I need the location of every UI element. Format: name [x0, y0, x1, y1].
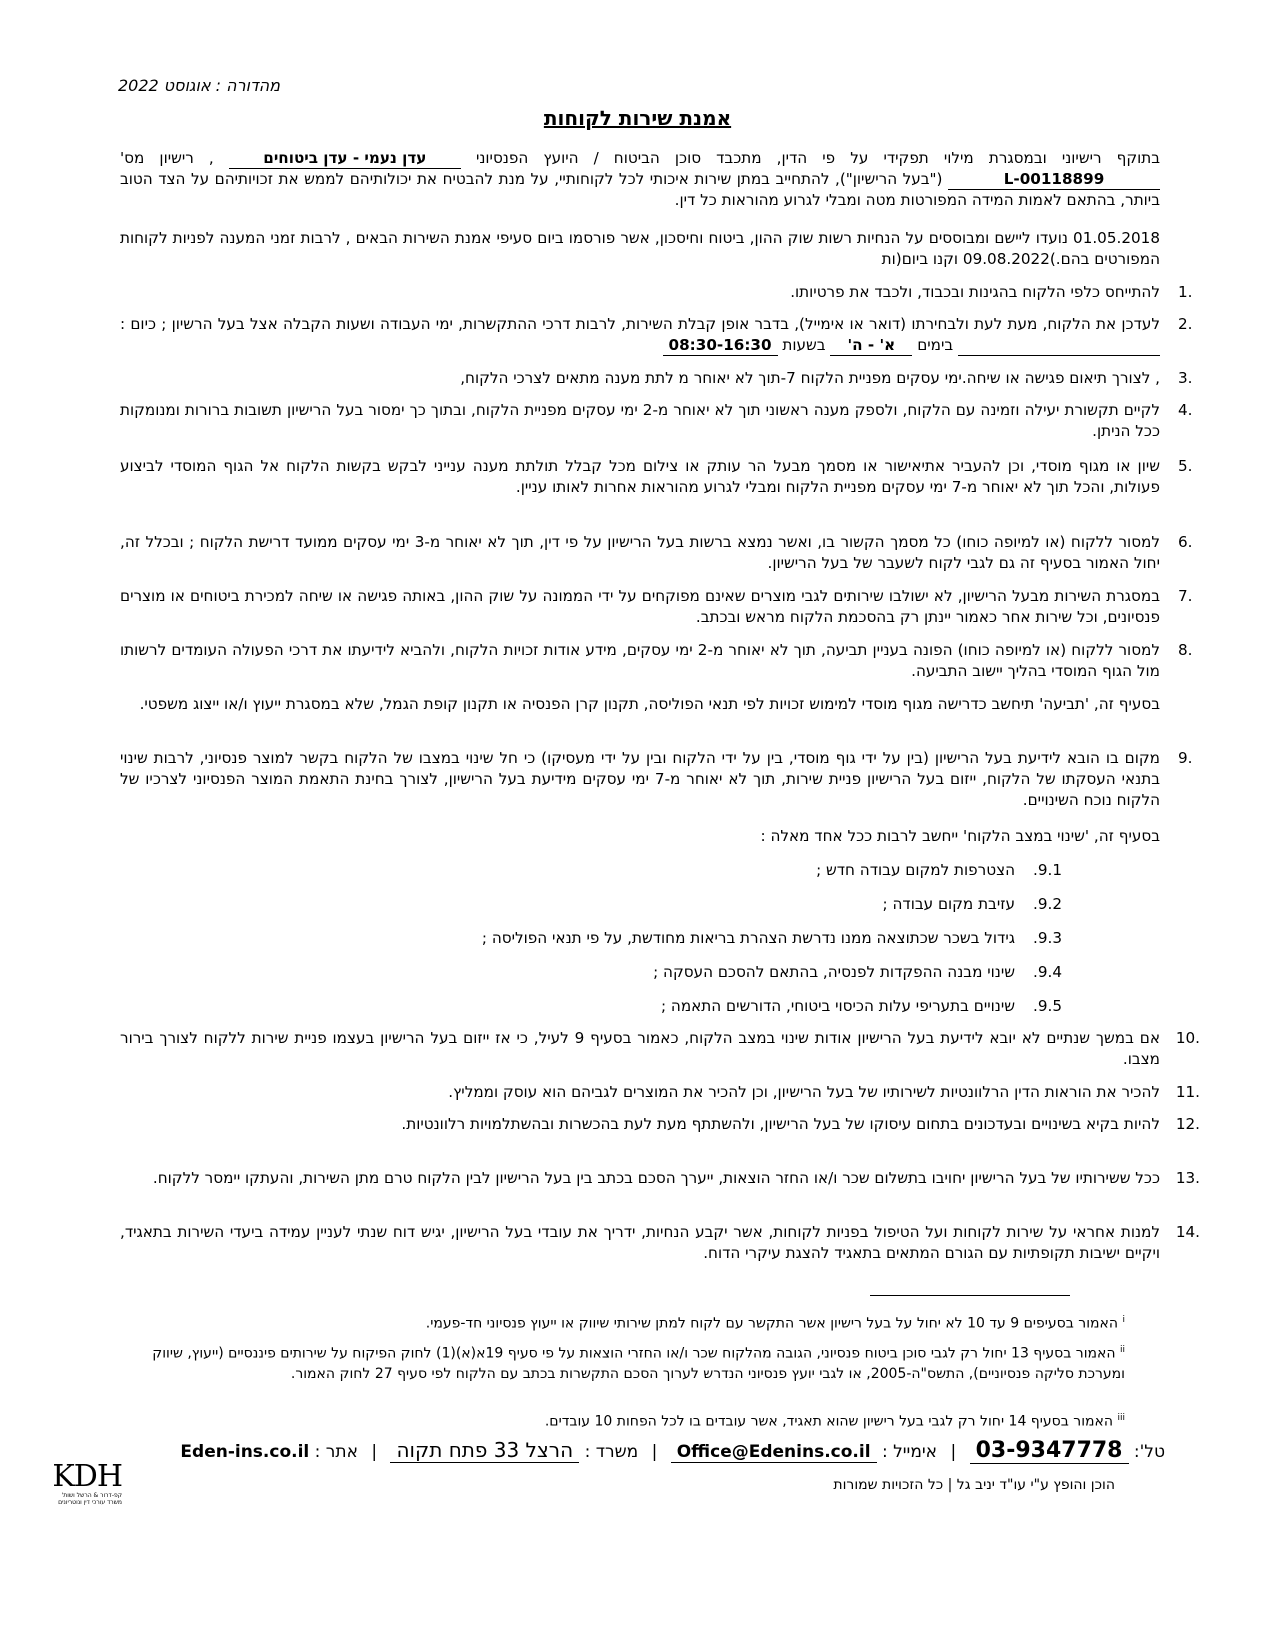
footnote-1	[115, 1310, 1125, 1334]
intro-text-3: ("בעל הרישיון"), להתחייב במתן שירות איכותי לכל לקוחותיי, על מנת להבטיח את יכולותיהם לממש את זכויותיהם על הצד הטוב ביותר, בהתאם לאמות המידה המפורטות מטה ומבלי לגרוע מהוראות כל דין.	[120, 170, 1160, 209]
reception-days-field: א' - ה'	[830, 336, 912, 356]
footnote-2	[115, 1340, 1125, 1384]
clause-text: , לצורך תיאום פגישה או שיחה.ימי עסקים מפניית הלקוח 7-תוך לא יאוחר מ לתת מענה מתאים לצרכי הלקוח,	[460, 369, 1160, 387]
clause-text	[120, 314, 1160, 356]
license-number-field: L-00118899	[948, 170, 1160, 190]
clause-7	[120, 586, 1193, 628]
clause-number: .12	[1175, 1115, 1200, 1133]
clause-text: במסגרת השירות מבעל הרישיון, לא ישולבו שירותים לגבי מוצרים שאינם מפוקחים על ידי הממונה על שוק ההון, באותה פגישה או שיחה למכירת ביטוחים או מוצרים פנסיונים, וכל שירות אחר כאמור יינתן רק בהסכמת הלקוח מראש ובכתב.	[120, 587, 1160, 626]
subclause-number: 9.3.	[1033, 929, 1062, 947]
clause-14	[120, 1222, 1200, 1264]
kdh-logo	[52, 1459, 122, 1520]
clause-text: למסור ללקוח (או למיופה כוחו) כל מסמך הקשור בו, ואשר נמצא ברשות בעל הרישיון על פי דין, תוך לא יאוחר מ-3 ימי עסקים ממועד דרישת הלקוח ; ובכלל זה, יחול האמור בסעיף זה גם לגבי לקוח לשעבר של בעל הרישיון.	[120, 533, 1160, 572]
footnote-mark: iii	[1117, 1413, 1125, 1423]
clause-text: לקיים תקשורת יעילה וזמינה עם הלקוח, ולספק מענה ראשוני תוך לא יאוחר מ-2 ימי עסקים מפניית הלקוח, ובתוך כך ימסור בעל הרישיון תשובות ברורות ומנומקות ככל הניתן.	[120, 401, 1160, 440]
logo-subtitle: קפ-דרור & הרשל ושות' משרד עורכי דין ונוטריונים	[58, 1492, 122, 1506]
subclause-text: שינוי מבנה ההפקדות לפנסיה, בהתאם להסכם העסקה ;	[653, 963, 1015, 981]
clause-11	[120, 1082, 1200, 1103]
logo-letters: KDH	[52, 1459, 122, 1494]
separator: |	[950, 1442, 957, 1462]
phone-number: 03-9347778	[970, 1438, 1129, 1464]
subclause-9-1	[295, 860, 1062, 881]
footnote-text: האמור בסעיף 14 יחול רק לגבי בעל רישיון שהוא תאגיד, אשר עובדים בו לכל הפחות 10 עובדים.	[544, 1413, 1114, 1430]
clause-4	[120, 400, 1193, 442]
clause-2	[120, 314, 1193, 356]
clause-text: להיות בקיא בשינויים ובעדכונים בתחום עיסוקו של בעל הרישיון, ולהשתתף מעת לעת בהכשרות ובהשתלמויות רלוונטיות.	[401, 1115, 1160, 1133]
intro-text-2: , רישיון מס'	[120, 149, 214, 167]
clause-number: .10	[1175, 1029, 1200, 1047]
credit-line: הוכן והופץ ע"י עו"ד יניב גל | כל הזכויות שמורות	[833, 1477, 1115, 1493]
clause-number: .5	[1178, 457, 1193, 475]
reception-hours-field: 08:30-16:30	[663, 336, 778, 356]
subclause-9-5	[295, 996, 1062, 1017]
clause-13	[120, 1168, 1200, 1189]
intro-paragraph-2: 01.05.2018 נועדו ליישם ומבוססים על הנחיות רשות שוק ההון, ביטוח וחיסכון, אשר פורסמו ביום סעיפי אמנת השירות הבאים , לרבות זמני המענה לפניות לקוחות המפורטים בהם.)09.08.2022 וקנו ביום(ות	[120, 229, 1160, 268]
email-label: אימייל :	[881, 1442, 938, 1462]
subclause-9-3	[295, 928, 1062, 949]
footnote-mark: i	[1122, 1315, 1125, 1325]
clause-number: .1	[1178, 283, 1193, 301]
clause-text: בסעיף זה, 'תביעה' תיחשב כדרישה מגוף מוסדי למימוש זכויות לפי תנאי הפוליסה, תקנון קרן הפנסיה או תקנון קופת הגמל, שלא במסגרת ייעוץ ו/או ייצוג משפטי.	[139, 695, 1160, 713]
site-label: אתר :	[314, 1442, 358, 1462]
subclause-text: גידול בשכר שכתוצאה ממנו נדרשת הצהרת בריאות מחודשת, על פי תנאי הפוליסה ;	[481, 929, 1015, 947]
subclause-number: 9.1.	[1033, 861, 1062, 879]
clause-text: בסעיף זה, 'שינוי במצב הלקוח' ייחשב לרבות ככל אחד מאלה :	[760, 827, 1160, 845]
phone-label: טל':	[1133, 1442, 1165, 1462]
clause-text: להתייחס כלפי הלקוח בהגינות ובכבוד, ולכבד את פרטיותו.	[790, 283, 1160, 301]
separator: |	[371, 1442, 378, 1462]
reception-date-blank	[958, 336, 1160, 356]
agent-name-field: עדן נעמי - עדן ביטוחים	[229, 149, 461, 169]
clause-number: .9	[1178, 749, 1193, 767]
days-label: בימים	[917, 336, 954, 354]
subclause-9-4	[295, 962, 1062, 983]
clause-text: למנות אחראי על שירות לקוחות ועל הטיפול בפניות לקוחות, אשר יקבע הנחיות, ידריך את עובדי בעל הרישיון, יגיש דוח שנתי לעניין עמידה ביעדי השירות בתאגיד, ויקיים ישיבות תקופתיות עם הגורם המתאים בתאגיד להצגת עיקרי הדוח.	[120, 1223, 1160, 1262]
clause-text: ככל ששירותיו של בעל הרישיון יחויבו בתשלום שכר ו/או החזר הוצאות, ייערך הסכם בכתב בין בעל הרישיון לבין הלקוח טרם מתן השירות, והעתקו יימסר ללקוח.	[152, 1169, 1160, 1187]
office-label: משרד :	[584, 1442, 639, 1462]
clause-12	[120, 1114, 1200, 1135]
footnote-3	[115, 1408, 1125, 1432]
contact-footer	[105, 1438, 1165, 1463]
clause-text: שיון או מגוף מוסדי, וכן להעביר אתיאישור או מסמך מבעל הר עותק או צילום מכל קבלל תולתת מענה ענייני לבקש בקשות הלקוח אל הגוף המוסדי לביצוע פעולות, והכל תוך לא יאוחר מ-7 ימי עסקים מפניית הלקוח ומבלי לגרוע מהוראות אחרות לאותו עניין.	[120, 457, 1160, 496]
intro-text-1: בתוקף רישיוני ובמסגרת מילוי תפקידי על פי הדין, מתכבד סוכן הביטוח / היועץ הפנסיוני	[475, 149, 1161, 167]
clause-number: .13	[1175, 1169, 1200, 1187]
separator: |	[651, 1442, 658, 1462]
clause-6	[120, 532, 1193, 574]
clause-5	[120, 456, 1193, 498]
clause-number: .8	[1178, 641, 1193, 659]
clause-number: .2	[1178, 315, 1193, 333]
clause-8-claim-definition	[120, 694, 1160, 715]
clause-number: .4	[1178, 401, 1193, 419]
clause-10	[120, 1028, 1200, 1070]
email-address: Office@Edenins.co.il	[671, 1442, 877, 1463]
hours-label: בשעות	[782, 336, 826, 354]
subclause-number: 9.2.	[1033, 895, 1062, 913]
clause-number: .11	[1175, 1083, 1200, 1101]
footnote-text: האמור בסעיפים 9 עד 10 לא יחול על בעל רישיון אשר התקשר עם לקוח למתן שירותי שיווק או ייעוץ פנסיוני חד-פעמי.	[425, 1315, 1119, 1332]
clause-text: אם במשך שנתיים לא יובא לידיעת בעל הרישיון אודות שינוי במצב הלקוח, כאמור בסעיף 9 לעיל, כי אז ייזום בעל הרישיון בעצמו פניית שירות ללקוח לצורך בירור מצבו.	[120, 1029, 1160, 1068]
subclause-text: הצטרפות למקום עבודה חדש ;	[816, 861, 1015, 879]
subclause-number: 9.4.	[1033, 963, 1062, 981]
clause-text: מקום בו הובא לידיעת בעל הרישיון (בין על ידי גוף מוסדי, בין על ידי הלקוח ובין על ידי מעסיקו) כי חל שינוי במצבו של הלקוח בקשר למוצר פנסיוני, לרבות שינוי בתנאי העסקתו של הלקוח, ייזום בעל הרישיון פניית שירות, תוך לא יאוחר מ-7 ימי עסקים מידיעת בעל הרישיון, לצורך בחינת התאמת המוצר הפנסיוני לצרכיו של הלקוח נוכח השינויים.	[120, 749, 1160, 809]
footnote-mark: ii	[1119, 1345, 1125, 1355]
website: Eden-ins.co.il	[180, 1442, 310, 1462]
clause-text: למסור ללקוח (או למיופה כוחו) הפונה בעניין תביעה, תוך לא יאוחר מ-2 ימי עסקים, מידע אודות זכויות הלקוח, ולהביא לידיעתו את דרכי הפעולה העומדים לרשותו מול הגוף המוסדי בהליך יישוב התביעה.	[120, 641, 1160, 680]
clause-1	[120, 282, 1193, 303]
office-address: הרצל 33 פתח תקוה	[390, 1438, 579, 1463]
footnote-text: האמור בסעיף 13 יחול רק לגבי סוכן ביטוח פנסיוני, הגובה מהלקוח שכר ו/או החזרי הוצאות על פי סעיף 19א(א)(1) לחוק הפיקוח על שירותים פיננסיים (ייעוץ, שיווק ומערכת סליקה פנסיוניים), התשס"ה-2005, או לגבי יועץ פנסיוני הנדרש לערוך הסכם התקשרות בכתב עם הלקוח לפי סעיף 27 לחוק האמור.	[152, 1345, 1125, 1382]
subclause-number: 9.5.	[1033, 997, 1062, 1015]
clause-9-definition	[120, 826, 1160, 847]
clause-number: .14	[1175, 1223, 1200, 1241]
clause-3	[120, 368, 1193, 389]
subclause-9-2	[295, 894, 1062, 915]
subclause-text: שינויים בתעריפי עלות הכיסוי ביטוחי, הדורשים התאמה ;	[660, 997, 1015, 1015]
subclause-text: עזיבת מקום עבודה ;	[882, 895, 1015, 913]
clause-9	[120, 748, 1193, 811]
clause-number: .3	[1178, 369, 1193, 387]
footnote-divider	[870, 1295, 1070, 1296]
clause-8	[120, 640, 1193, 682]
clause-number: .7	[1178, 587, 1193, 605]
clause-2-text: לעדכן את הלקוח, מעת לעת ולבחירתו (דואר או אימייל), בדבר אופן קבלת השירות, לרבות דרכי ההתקשרות, ימי העבודה ושעות הקבלה אצל בעל הרשיון ; כיום :	[120, 315, 1160, 333]
document-title: אמנת שירות לקוחות	[543, 106, 732, 130]
edition-label: מהדורה : אוגוסט 2022	[118, 76, 281, 95]
clause-text: להכיר את הוראות הדין הרלוונטיות לשירותיו של בעל הרישיון, וכן להכיר את המוצרים לגביהם הוא עוסק וממליץ.	[448, 1083, 1160, 1101]
clause-number: .6	[1178, 533, 1193, 551]
intro-paragraph	[120, 148, 1160, 211]
